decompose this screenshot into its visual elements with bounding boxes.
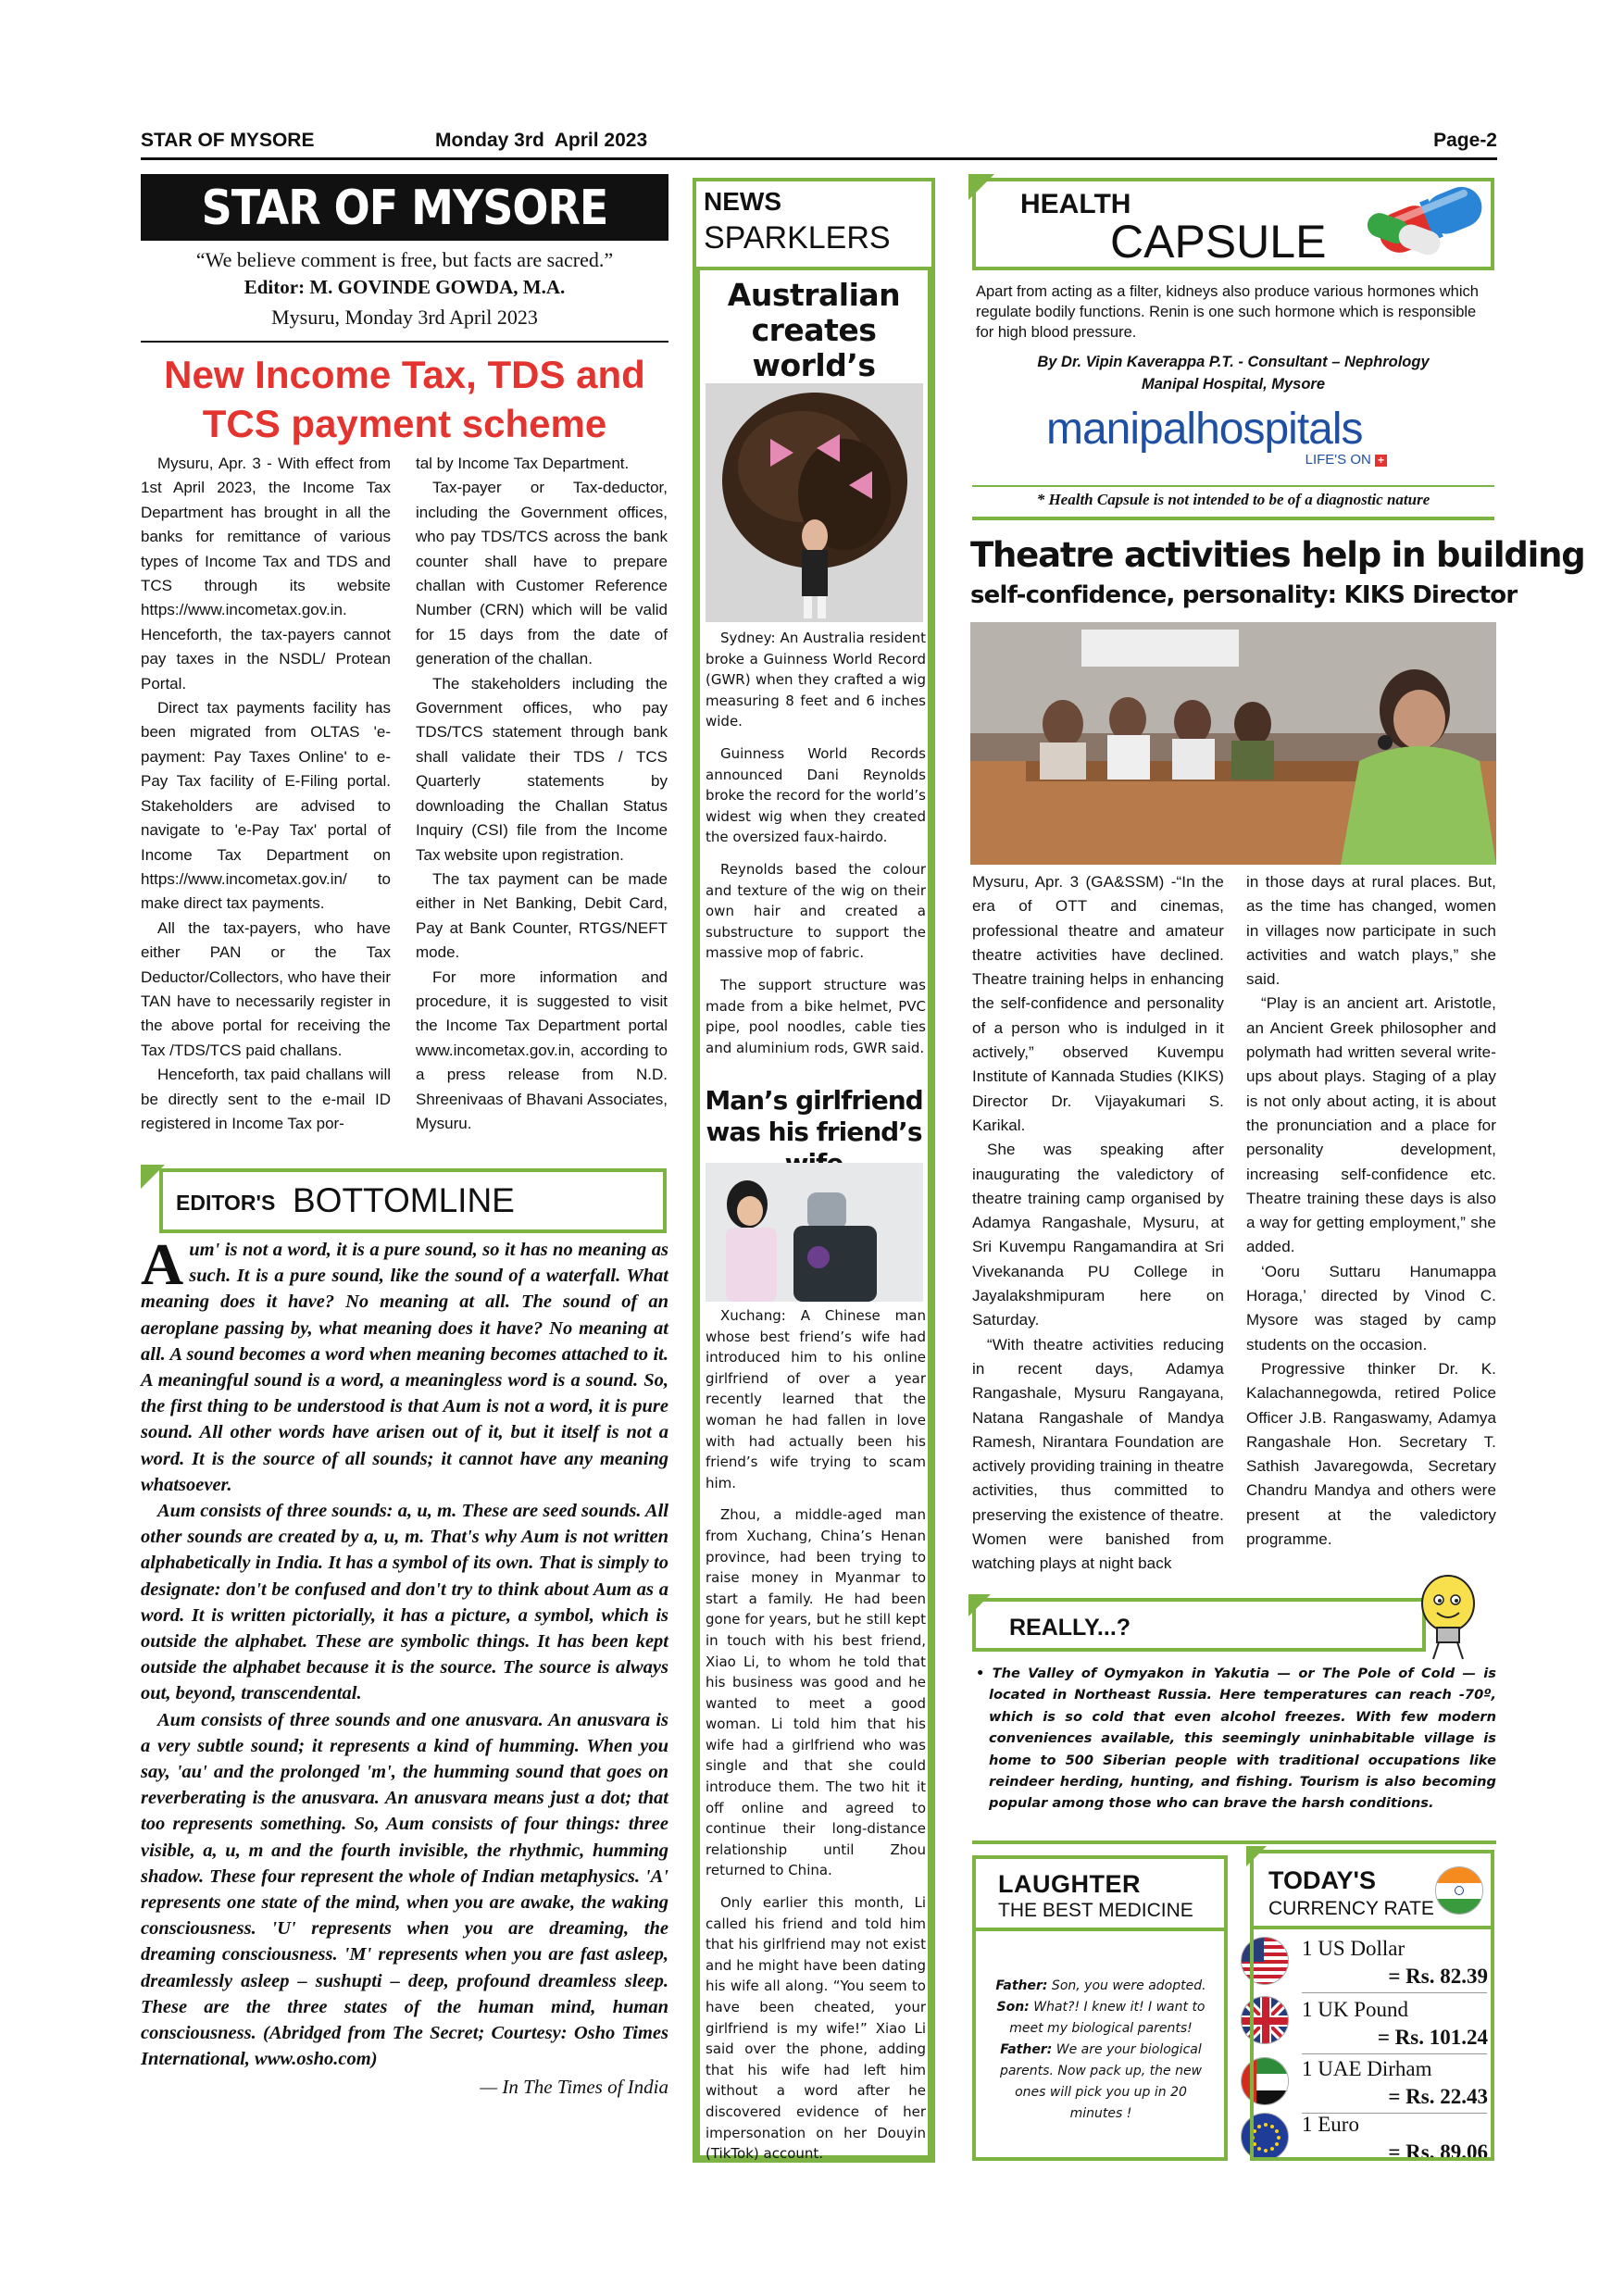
masthead-banner [141,174,668,241]
currency-name: 1 US Dollar [1302,1937,1405,1960]
joke-speaker: Son: [996,2000,1030,2015]
girlfriend-para: Xuchang: A Chinese man whose best friend’s wife had introduced him to his online girlfriend of over a year recently learned that the woman he had fallen in love with had actually been his friend’s wife trying to scam him. [706,1307,926,1491]
health-text: Apart from acting as a filter, kidneys also produce various hormones which regulate bodily functions. Renin is one such hormone which is responsible for high blood pressure. [976,283,1479,341]
masthead-motto: “We believe comment is free, but facts are sacred.” [195,248,614,271]
theatre-para: “Play is an ancient art. Aristotle, an Ancient Greek philosopher and polymath had written several write-ups about plays. Staging of a play is not only about acting, it is about the pronunciation and a place for personality development, increasing self-confidence etc. Theatre training these days is also a way for getting employment,” she added. [1246,994,1496,1256]
lead-para: Tax-payer or Tax-deductor, including the Government offices, who pay TDS/TCS across the bank counter shall have to prepare challan with Customer Reference Number (CRN) which will be valid for 15 days from the date of generation of the challan. [416,479,668,668]
wig-headline: Australian creates world’s [727,277,901,383]
wig-para: Guinness World Records announced Dani Reynolds broke the record for the world’s widest wig when they created the oversized faux-hairdo. [706,744,926,846]
theatre-para: in those days at rural places. But, as the time has changed, women in villages now participate in such activities and watch plays,” she said. [1246,873,1496,989]
lead-para: The stakeholders including the Government offices, who pay TDS/TCS statement through bank shall validate their TDS / TCS Quarterly statements by downloading the Challan Status Inquiry (CSI) file from the Income Tax website upon registration. [416,674,668,864]
currency-corner-shape [1246,1846,1267,1866]
girlfriend-para: Only earlier this month, Li called his friend and told him that his girlfriend may not exist and he might have been dating his wife all along. “You seem to have been cheated, your girlfriend is my wife!” Xiao Li said over the phone, adding that his wife had left him without a word after he discovered evidence of her impersonation on her Douyin (TikTok) account. [706,1894,926,2163]
manipal-logo-a: manipal [1046,405,1196,454]
really-text [972,1663,1496,1815]
lead-headline: New Income Tax, TDS and TCS payment scheme [164,353,645,445]
header-page-number: Page-2 [1433,130,1497,151]
masthead-dateline: Mysuru, Monday 3rd April 2023 [271,306,538,329]
currency-label-b: CURRENCY RATE [1268,1898,1434,1919]
capsule-pill-icon [1365,172,1502,261]
health-disclaimer: * Health Capsule is not intended to be of a diagnostic nature [1036,491,1430,508]
plus-icon: + [1375,455,1387,467]
masthead-title: STAR OF MYSORE [201,179,608,236]
wig-para: Sydney: An Australia resident broke a Guinness World Record (GWR) when they crafted a wig measuring 8 feet and 6 inches wide. [706,630,926,730]
wig-story [706,628,926,1058]
theatre-para: Progressive thinker Dr. K. Kalachannegowda, retired Police Officer J.B. Rangaswamy, Adamya Rangashale Hon. Secretary T. Sathish Javaregowda, Secretary Chandru Mandya and others were present at the valedictory programme. [1246,1359,1496,1549]
lead-story-col2 [416,452,668,1136]
theatre-para: She was speaking after inaugurating the valedictory of theatre training camp organised by Adamya Rangashale, Mysuru, at Sri Kuvempu Rangamandira at Sri Vivekananda PU College in Jayalakshmipuram here on Saturday. [972,1141,1224,1329]
bottomline-corner-shape [141,1165,165,1189]
joke-speaker: Father: [1000,2042,1053,2057]
wig-photo [706,383,923,622]
header-rule [141,157,1497,160]
masthead-rule [141,341,668,343]
wig-para: Reynolds based the colour and texture of the wig on their own hair and created a substructure to support the massive mop of fabric. [706,860,926,962]
bottomline-dropcap: A [141,1231,184,1297]
girlfriend-para: Zhou, a middle-aged man from Xuchang, China’s Henan province, had been trying to raise money in Myanmar to start a family. He had been gone for years, but he still kept in touch with his best friend, Xiao Li, to whom he told that his business was good and he wanted to meet a good woman. Li told him that his wife had a girlfriend who was single and that she could introduce them. The two hit it off online and agreed to continue their long-distance relationship until Zhou returned to China. [706,1506,926,1879]
bottomline-para: Aum consists of three sounds and one anusvara. An anusvara is a very subtle sound; it represents a kind of humming. When you say, 'au' and the prolonged 'm', the humming sound that goes on reverberating is the anusvara. An anusvara means just a dot; that too represents something. So, Aum consists of four things: three visible, a, u, m and the fourth invisible, the rhythmic, humming shadow. These four represent the whole of Indian metaphysics. 'A' represents one state of the mind, when you are awake, the waking consciousness. 'U' represents when you are dreaming, the dreaming consciousness. 'M' represents when you are fast asleep, dreamlessly asleep – sushupti – deep, profound dreamless sleep. These are the three states of the human mind, human consciousness. (Abridged from The Secret; Courtesy: Osho Times International, www.osho.com) [141,1709,668,2070]
header-date: Monday 3rd April 2023 [435,130,648,151]
lead-para: tal by Income Tax Department. [416,455,630,472]
bottomline-source: — In The Times of India [480,2075,668,2098]
currency-name: 1 UAE Dirham [1302,2057,1432,2080]
health-byline-2: Manipal Hospital, Mysore [1141,376,1326,393]
really-label: REALLY...? [1009,1615,1131,1641]
currency-value: = Rs. 22.43 [1388,2085,1488,2108]
lightbulb-icon [1411,1570,1485,1663]
health-label-b: CAPSULE [1110,216,1327,268]
bottomline-body [141,1231,668,2101]
theatre-para: “With theatre activities reducing in recent days, Adamya Rangashale, Mysuru Rangayana, Natana Rangashale of Mandya Ramesh, Nirantara Foundation are actively providing training in theatre activities, thus committed to preserving the existence of theatre. Women were banished from watching plays at night back [972,1335,1224,1573]
manipal-tagline-text: LIFE'S ON [1305,452,1371,468]
currency-value: = Rs. 82.39 [1388,1965,1488,1988]
theatre-headline: Theatre activities help in building [970,535,1585,575]
laughter-box [972,1855,1228,2161]
really-label-box [972,1598,1426,1652]
manipal-logo-b: hospitals [1195,405,1363,454]
lead-para: For more information and procedure, it is suggested to visit the Income Tax Department portal www.incometax.gov.in, according to a press release from N.D. Shreenivaas of Bhavani Associates, Mysuru. [416,967,668,1132]
bottomline-para [141,1231,668,1498]
joke-speaker: Father: [995,1978,1048,1993]
sparklers-header [696,181,931,270]
theatre-para: Mysuru, Apr. 3 (GA&SSM) -“In the era of OTT and cinemas, professional theatre and amateur theatre activities have declined. Theatre training helps in enhancing the self-confidence and personality of a person who is indulged in it actively,” observed Kuvempu Institute of Kannada Studies (KIKS) Director Dr. Vijayakumari S. Karikal. [972,873,1224,1134]
girlfriend-photo [706,1163,923,1302]
currency-name: 1 Euro [1302,2113,1359,2136]
wig-para: The support structure was made from a bike helmet, PVC pipe, pool noodles, cable ties and aluminium rods, GWR said. [706,976,926,1056]
theatre-subhead: self-confidence, personality: KIKS Director [970,581,1518,609]
really-bottom-rule [972,1841,1496,1844]
currency-box-border [1250,1929,1494,2161]
currency-value: = Rs. 89.06 [1388,2140,1488,2164]
currency-name: 1 UK Pound [1302,1998,1409,2021]
joke-line: Son, you were adopted. [1047,1978,1206,1993]
theatre-col1 [972,870,1224,1577]
bottomline-text: um' is not a word, it is a pure sound, so it has no meaning as such. It is a pure sound, like the sound of a waterfall. What meaning does it have? No meaning at all. The sound of an aeroplane passing by, what meaning does it have? No meaning at all. A sound becomes a word when meaning becomes attached to it. A meaningful sound is a word, a meaningless word is a sound. So, the first thing to be understood is that Aum is not a word, it is pure sound. All other words have arisen out of it, but it itself is not a word. It is the source of all sounds; it cannot have any meaning whatsoever. [141,1240,668,1495]
header-paper-name: STAR OF MYSORE [141,130,315,151]
manipal-tagline [1305,452,1387,468]
currency-label-a: TODAY'S [1268,1866,1376,1894]
theatre-para: ‘Ooru Suttaru Hanumappa Horaga,’ directed by Vinod C. Mysore was staged by camp students on the occasion. [1246,1262,1496,1354]
manipal-logo [1046,404,1417,468]
lead-para: Henceforth, tax paid challans will be directly sent to the e-mail ID registered in Income Tax por- [141,1066,391,1132]
laughter-label-a: LAUGHTER [998,1870,1141,1898]
laughter-joke [987,1976,1215,2125]
masthead-editor: Editor: M. GOVINDE GOWDA, M.A. [244,276,566,298]
currency-value: = Rs. 101.24 [1377,2026,1488,2049]
laughter-label-b: THE BEST MEDICINE [998,1900,1193,1921]
joke-line: We are your biological parents. Now pack up, the new ones will pick you up in 20 minutes ! [999,2042,1203,2121]
girlfriend-story [706,1305,926,2165]
bottomline-label-b: BOTTOMLINE [293,1181,515,1219]
bottomline-label-a: EDITOR'S [176,1191,276,1215]
lead-para: Direct tax payments facility has been migrated from OLTAS 'e-payment: Pay Taxes Online' to e-Pay Tax facility of E-Filing portal. Stakeholders are advised to navigate to 'e-Pay Tax' portal of Income Tax Department on https://www.incometax.gov.in/ to make direct tax payments. [141,699,391,913]
really-corner-shape [968,1594,991,1616]
bullet-icon: • [976,1666,993,1681]
lead-para: Mysuru, Apr. 3 - With effect from 1st April 2023, the Income Tax Department has brought in all the banks for remittance of various types of Income Tax and TDS and TCS through its website https://www.incometax.gov.in. Henceforth, the tax-payers cannot pay taxes in the NSDL/ Protean Portal. [141,455,391,693]
girlfriend-headline: Man’s girlfriend was his friend’s [705,1085,923,1147]
sparklers-label-b: SPARKLERS [704,220,891,256]
joke-line: What?! I knew it! I want to meet my biological parents! [1009,2000,1206,2036]
bottomline-para: Aum consists of three sounds: a, u, m. These are seed sounds. All other sounds are created by a, u, m. That's why Aum is not written alphabetically in India. It has a symbol of its own. That is simply to designate: don't be confused and don't try to think about Aum as a word. It is written pictorially, it has a picture, a symbol, which is outside the alphabet. These are symbolic things. It has been kept outside the alphabet because it is the source. The source is always out, beyond, transcendental. [141,1501,668,1704]
health-divider [972,485,1494,487]
health-byline-1: By Dr. Vipin Kaverappa P.T. - Consultant – Nephrology [1037,354,1430,370]
sparklers-label-a: NEWS [704,187,781,216]
lead-para: The tax payment can be made either in Net Banking, Debit Card, Pay at Bank Counter, RTGS/NEFT mode. [416,869,668,962]
health-capsule-label-box [972,178,1494,270]
health-corner-shape [968,174,994,200]
laughter-label-box [972,1855,1228,1931]
bottomline-label-box [159,1168,667,1233]
theatre-col2 [1246,870,1496,1552]
health-bottom-rule [972,517,1494,520]
theatre-photo [970,622,1496,865]
currency-label-box [1250,1850,1494,1929]
lead-para: All the tax-payers, who have either PAN or the Tax Deductor/Collectors, who have their TAN have to necessarily register in the above portal for receiving the Tax /TDS/TCS paid challans. [141,918,391,1059]
really-text-block [972,1663,1496,1815]
india-flag-icon [1435,1866,1483,1915]
lead-story-col1 [141,452,391,1136]
really-fact: The Valley of Oymyakon in Yakutia — or The Pole of Cold — is located in Northeast Russia. Here temperatures can reach -70º, which is so cold that even alcohol freezes. With few modern conveniences available, this seemingly uninhabitable village is home to 500 Siberian people with traditional occupations like reindeer herding, hunting, and fishing. Tourism is also becoming popular among those who can brave the harsh conditions. [989,1666,1496,1812]
health-label-a: HEALTH [1020,189,1131,219]
